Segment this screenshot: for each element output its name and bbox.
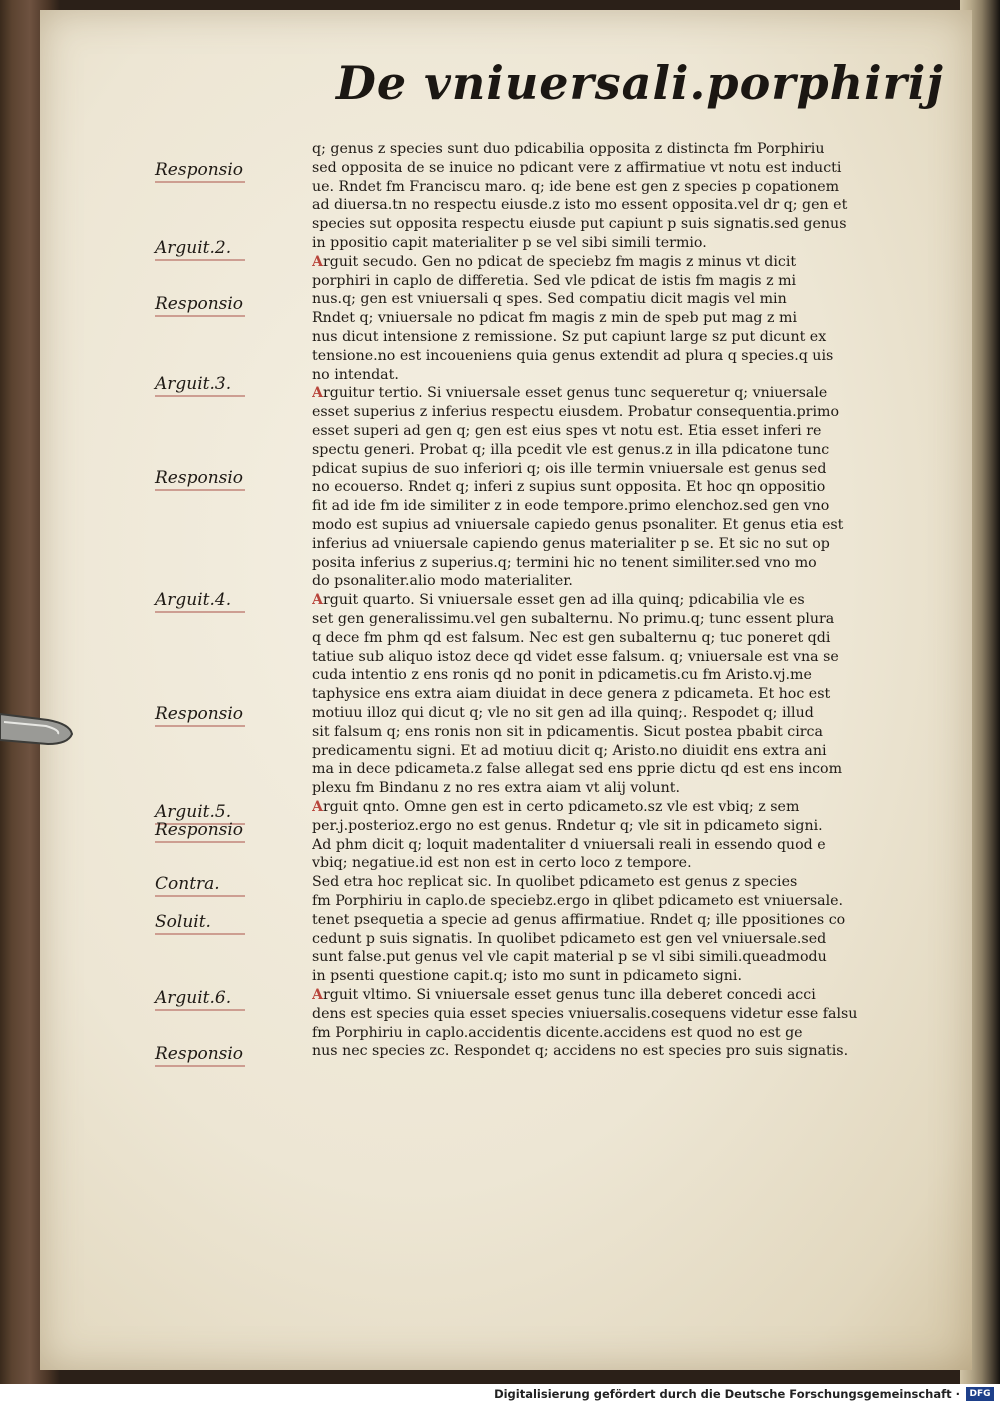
text-line: Sed etra hoc replicat sic. In quolibet pdicameto est genus z species (312, 874, 798, 891)
text-line: pdicat supius de suo inferiori q; ois ille termin vniuersale est genus sed (312, 460, 827, 477)
text-line: predicamentu signi. Et ad motiuu dicit q; Aristo.no diuidit ens extra ani (312, 742, 827, 759)
text-line: posita inferius z superius.q; termini hic no tenent similiter.sed vno mo (312, 554, 817, 571)
text-line: cedunt p suis signatis. In quolibet pdicameto est gen vel vniuersale.sed (312, 930, 827, 947)
text-line: nus.q; gen est vniuersali q spes. Sed compatiu dicit magis vel min (312, 291, 787, 308)
text-line: nus nec species zc. Respondet q; accidens no est species pro suis signatis. (312, 1043, 849, 1060)
text-line: cuda intentio z ens ronis qd no ponit in pdicametis.cu fm Aristo.vj.me (312, 667, 812, 684)
margin-note-underline (155, 841, 245, 843)
footer-credit: Digitalisierung gefördert durch die Deutsche Forschungsgemeinschaft · (494, 1387, 960, 1401)
margin-note-label: Arguit.6. (155, 988, 232, 1008)
text-line: sed opposita de se inuice no pdicant vere z affirmatiue vt notu est inducti (312, 159, 842, 176)
margin-note-underline (155, 611, 245, 613)
text-line: no intendat. (312, 366, 399, 383)
margin-note-underline (155, 933, 245, 935)
margin-note-label: Soluit. (155, 912, 211, 932)
book-page (40, 10, 972, 1370)
text-line: fm Porphiriu in caplo.de speciebz.ergo in qlibet pdicameto est vniuersale. (312, 893, 844, 909)
page-heading: De vniuersali.porphirij (336, 56, 944, 110)
text-line: sunt false.put genus vel vle capit material p se vl sibi simili.queadmodu (312, 949, 827, 966)
text-line: species sut opposita respectu eiusde put capiunt p suis signatis.sed genus (312, 216, 847, 233)
margin-note-label: Responsio (155, 160, 244, 180)
margin-note-label: Responsio (155, 704, 244, 724)
text-line: do psonaliter.alio modo materialiter. (312, 573, 573, 590)
text-line: plexu fm Bindanu z no res extra aiam vt alij volunt. (312, 780, 680, 797)
text-line: no ecouerso. Rndet q; inferi z supius sunt opposita. Et hoc qn oppositio (312, 479, 826, 496)
text-line: taphysice ens extra aiam diuidat in dece genera z pdicameta. Et hoc est (312, 686, 831, 703)
text-line: Arguit secudo. Gen no pdicat de speciebz fm magis z minus vt dicit (312, 253, 797, 270)
text-line: motiuu illoz qui dicut q; vle no sit gen ad illa quinq;. Respodet q; illud (312, 705, 814, 721)
margin-note-label: Arguit.4. (155, 590, 232, 610)
text-line: tensione.no est incoueniens quia genus extendit ad plura q species.q uis (312, 347, 834, 364)
margin-note-underline (155, 181, 245, 183)
margin-note-underline (155, 895, 245, 897)
margin-note-underline (155, 1065, 245, 1067)
text-line: tenet psequetia a specie ad genus affirmatiue. Rndet q; ille ppositiones co (312, 911, 846, 928)
text-line: esset superius z inferius respectu eiusdem. Probatur consequentia.primo (312, 404, 839, 421)
text-line: ma in dece pdicameta.z false allegat sed ens pprie dictu qd est ens incom (312, 761, 843, 778)
text-line: tatiue sub aliquo istoz dece qd videt esse falsum. q; vniuersale est vna se (312, 648, 839, 665)
margin-note (155, 874, 220, 894)
text-line: Arguitur tertio. Si vniuersale esset genus tunc sequeretur q; vniuersale (312, 385, 828, 402)
text-line: q dece fm phm qd est falsum. Nec est gen subalternu q; tuc poneret qdi (312, 629, 831, 646)
margin-note-label: Responsio (155, 294, 244, 314)
text-line: modo est supius ad vniuersale capiedo genus psonaliter. Et genus etia est (312, 517, 844, 533)
text-line: vbiq; negatiue.id est non est in certo loco z tempore. (312, 855, 692, 872)
text-line: inferius ad vniuersale capiendo genus materialiter p se. Et sic no sut op (312, 535, 830, 552)
margin-note (155, 160, 243, 180)
margin-note-underline (155, 1009, 245, 1011)
clamp-icon (0, 700, 74, 752)
margin-note-label: Arguit.2. (155, 238, 232, 258)
margin-note (155, 704, 243, 724)
margin-note-underline (155, 395, 245, 397)
margin-note-underline (155, 315, 245, 317)
text-line: Arguit quarto. Si vniuersale esset gen ad illa quinq; pdicabilia vle es (312, 592, 805, 609)
text-line: nus dicut intensione z remissione. Sz put capiunt large sz put dicunt ex (312, 329, 827, 345)
margin-note-underline (155, 725, 245, 727)
margin-note-label: Arguit.3. (155, 374, 232, 394)
text-line: dens est species quia esset species vniuersalis.cosequens videtur esse falsu (312, 1005, 858, 1022)
margin-note-underline (155, 259, 245, 261)
text-line: fm Porphiriu in caplo.accidentis dicente.accidens est quod no est ge (312, 1024, 803, 1041)
text-line: in ppositio capit materialiter p se vel sibi simili termio. (312, 235, 707, 251)
margin-note (155, 912, 211, 932)
text-line: Arguit vltimo. Si vniuersale esset genus tunc illa deberet concedi acci (312, 987, 816, 1003)
text-line: Ad phm dicit q; loquit madentaliter d vniuersali reali in essendo quod e (312, 836, 826, 853)
margin-note-label: Responsio (155, 1044, 244, 1064)
text-line: sit falsum q; ens ronis non sit in pdicamentis. Sicut postea pbabit circa (312, 723, 823, 740)
margin-note (155, 988, 231, 1008)
text-line: fit ad ide fm ide similiter z in eode tempore.primo elenchoz.sed gen vno (312, 498, 830, 515)
text-line: set gen generalissimu.vel gen subalternu. No primu.q; tunc essent plura (312, 611, 835, 627)
margin-note (155, 294, 243, 314)
margin-note-label: Responsio (155, 820, 244, 840)
text-line: Rndet q; vniuersale no pdicat fm magis z min de speb put mag z mi (312, 310, 797, 327)
margin-note-label: Responsio (155, 468, 244, 488)
footer-bar (0, 1384, 1000, 1404)
text-line: in psenti questione capit.q; isto mo sunt in pdicameto signi. (312, 968, 742, 985)
text-line: ue. Rndet fm Franciscu maro. q; ide bene est gen z species p copationem (312, 178, 840, 195)
text-line: porphiri in caplo de differetia. Sed vle pdicat de istis fm magis z mi (312, 272, 797, 289)
margin-note (155, 238, 231, 258)
margin-note (155, 802, 231, 822)
text-line: Arguit qnto. Omne gen est in certo pdicameto.sz vle est vbiq; z sem (312, 799, 800, 815)
margin-note (155, 468, 243, 488)
margin-note (155, 1044, 243, 1064)
text-line: esset superi ad gen q; gen est eius spes vt notu est. Etia esset inferi re (312, 423, 822, 439)
margin-note (155, 590, 231, 610)
dfg-logo-icon: DFG (966, 1387, 994, 1401)
margin-note (155, 820, 243, 840)
margin-note-label: Arguit.5. (155, 802, 232, 822)
text-line: ad diuersa.tn no respectu eiusde.z isto mo essent opposita.vel dr q; gen et (312, 197, 848, 214)
text-line: spectu generi. Probat q; illa pcedit vle est genus.z in illa pdicatone tunc (312, 441, 830, 458)
margin-note-label: Contra. (155, 874, 220, 894)
text-line: q; genus z species sunt duo pdicabilia opposita z distincta fm Porphiriu (312, 141, 825, 157)
text-line: per.j.posterioz.ergo no est genus. Rndetur q; vle sit in pdicameto signi. (312, 817, 823, 834)
margin-note-underline (155, 489, 245, 491)
margin-note (155, 374, 231, 394)
